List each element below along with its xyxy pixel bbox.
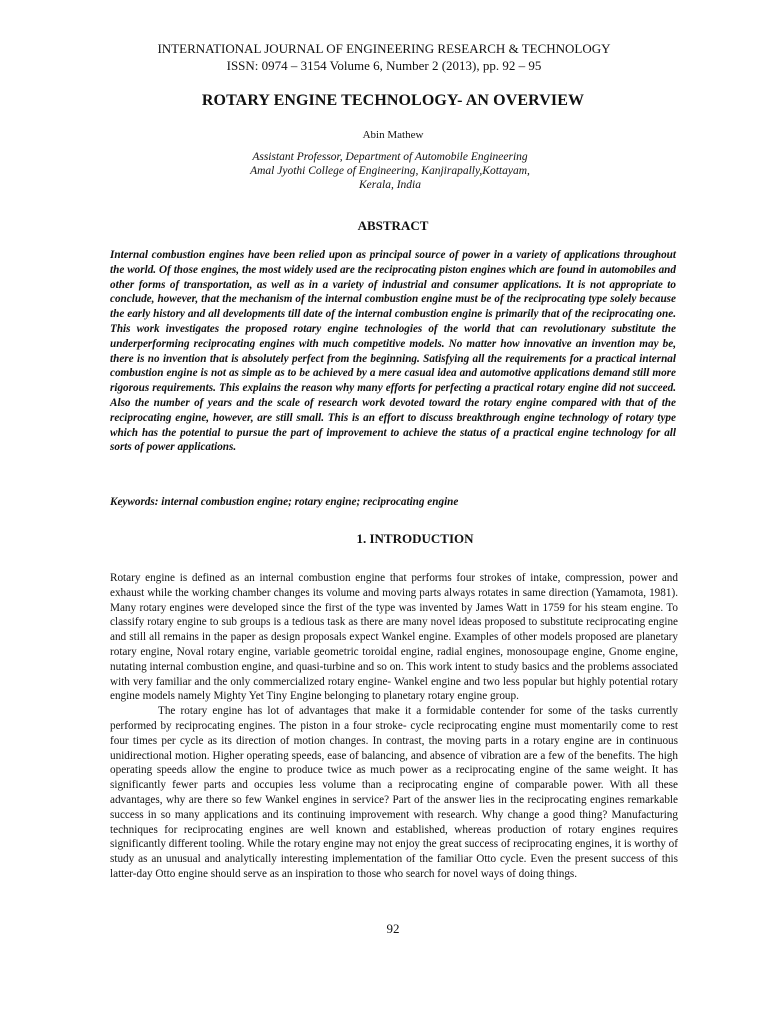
affiliation-line: Assistant Professor, Department of Automobile Engineering xyxy=(252,151,528,163)
journal-name: INTERNATIONAL JOURNAL OF ENGINEERING RESEARCH & TECHNOLOGY xyxy=(157,41,611,56)
keywords: Keywords: internal combustion engine; rotary engine; reciprocating engine xyxy=(110,496,459,508)
issn-line: ISSN: 0974 – 3154 Volume 6, Number 2 (2013), pp. 92 – 95 xyxy=(226,58,542,73)
introduction-paragraph: Rotary engine is defined as an internal combustion engine that performs four strokes of intake, compression, power and exhaust while the working chamber changes its volume and moving parts always rotates in same direction (Yamamota, 1981). Many rotary engines were developed since the first of the type was invented by James Watt in 1759 for his steam engine. To classify rotary engine to sub groups is a tedious task as there are many novel ideas proposed to substitute reciprocating engine and still all remains in the paper as design proposals expect Wankel engine. Examples of other models proposed are planetary rotary engine, Noval rotary engine, variable geometric toroidal engine, radial engines, monosoupage engine, Gnome engine, nutating internal combustion engine, and quasi-turbine and so on. This work intent to study basics and the problems associated with very familiar and the only commercialized rotary engine- Wankel engine and two less popular but highly potential rotary engine models namely Mighty Yet Tiny Engine belonging to planetary rotary engine group. xyxy=(110,572,678,703)
paper-title: ROTARY ENGINE TECHNOLOGY- AN OVERVIEW xyxy=(201,92,585,109)
journal-header xyxy=(0,40,768,74)
introduction-paragraph: The rotary engine has lot of advantages that make it a formidable contender for some of the tasks currently performed by reciprocating engines. The piston in a four stroke- cycle reciprocating engine must momentarily come to rest four times per cycle as its direction of motion changes. In contrast, the moving parts in a rotary engine are in continuous unidirectional motion. Higher operating speeds, ease of balancing, and absence of vibration are a few of the benefits. The high operating speeds allow the engine to produce twice as much power as a reciprocating engine of the same weight. It has significantly fewer parts and occupies less volume than a reciprocating engine of comparable power. With all these advantages, why are there so few Wankel engines in service? Part of the answer lies in the reciprocating engines remarkable success in so many applications and its continuing improvement with research. Why change a good thing? Manufacturing techniques for reciprocating engines are well known and established, whereas production of rotary engines requires significantly different tooling. While the rotary engine may not enjoy the great success of reciprocating engines, it is worthy of study as an unusual and analytically interesting implementation of the familiar Otto cycle. Even the present success of this latter-day Otto engine should serve as an inspiration to those who search for novel ways of doing things. xyxy=(110,705,678,880)
introduction-body xyxy=(110,571,678,882)
page-number: 92 xyxy=(386,921,400,936)
affiliation-line: Amal Jyothi College of Engineering, Kanjirapally,Kottayam, xyxy=(250,165,530,177)
abstract-text: Internal combustion engines have been relied upon as principal source of power in a variety of applications throughout the world. Of those engines, the most widely used are the reciprocating piston engines which are found in automobiles and other forms of transportation, as well as in a variety of industrial and consumer applications. It is not appropriate to conclude, however, that the mechanism of the internal combustion engine must be of the reciprocating type solely because the early history and all developments till date of the internal combustion engine is primarily that of the reciprocating one. This work investigates the proposed rotary engine technologies of the world that can revolutionary substitute the underperforming reciprocating engines with much competitive models. No matter how innovative an invention may be, there is no invention that is absolutely perfect from the beginning. Satisfying all the requirements for a practical internal combustion engine is not as simple as to be achieved by a mere casual idea and automotive applications demand still more rigorous requirements. This explains the reason why many efforts for perfecting a practical rotary engine did not succeed. Also the number of years and the scale of research work devoted toward the rotary engine compared with that of the reciprocating engine, however, are still small. This is an effort to discuss breakthrough engine technology of rotary type which has the potential to pursue the part of improvement to achieve the status of a practical engine technology for all sorts of power applications. xyxy=(110,249,676,454)
section-heading-introduction: 1. INTRODUCTION xyxy=(356,531,474,546)
author-affiliation xyxy=(0,150,768,192)
abstract-heading: ABSTRACT xyxy=(357,218,429,233)
affiliation-line: Kerala, India xyxy=(359,179,421,191)
author-name: Abin Mathew xyxy=(362,129,424,141)
